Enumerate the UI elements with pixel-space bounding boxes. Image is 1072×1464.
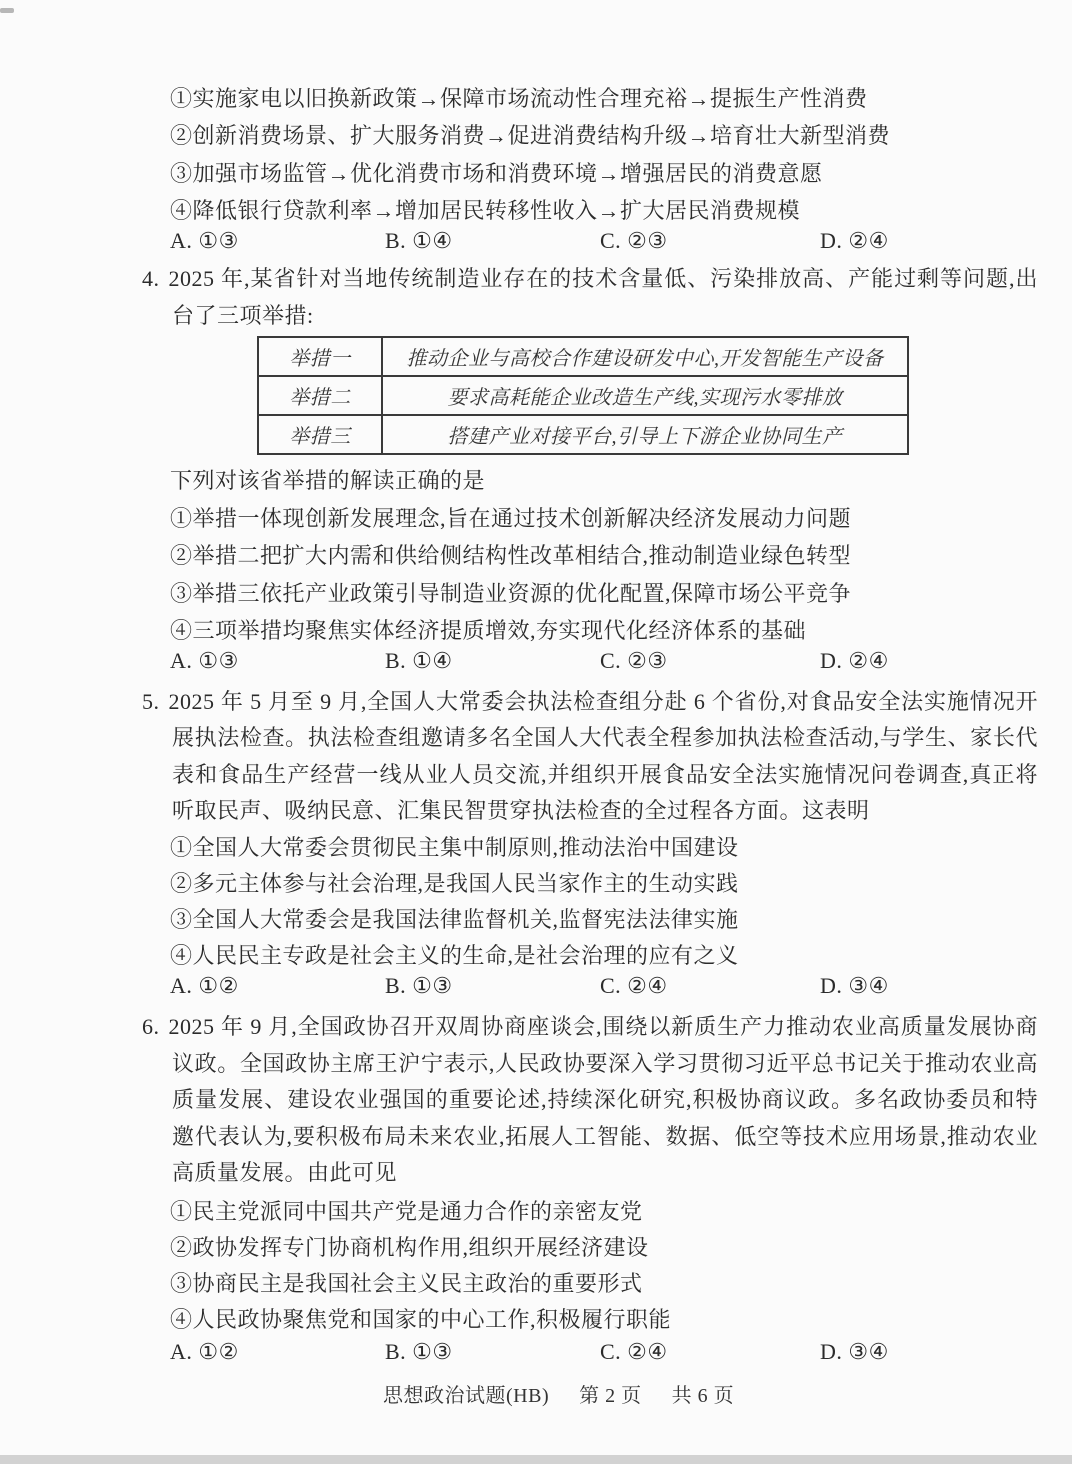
measure-3-label: 举措三	[258, 415, 382, 454]
q6-choice-a: A. ①②	[170, 1339, 239, 1364]
q6-choice-c: C. ②④	[600, 1339, 668, 1364]
q6-choice-d: D. ③④	[820, 1339, 889, 1364]
q3-choice-a: A. ①③	[170, 228, 239, 253]
measure-1-content: 推动企业与高校合作建设研发中心,开发智能生产设备	[382, 337, 908, 376]
q5-statements	[170, 830, 1055, 974]
q6-number: 6.	[142, 1014, 160, 1039]
q5-statement-2: ②多元主体参与社会治理,是我国人民当家作主的生动实践	[170, 871, 739, 897]
scan-artifact	[0, 8, 14, 13]
measure-2-content: 要求高耗能企业改造生产线,实现污水零排放	[382, 376, 908, 415]
q4-choice-d: D. ②④	[820, 648, 889, 673]
q3-statement-4: ④降低银行贷款利率→增加居民转移性收入→扩大居民消费规模	[170, 198, 801, 224]
q6-statements	[170, 1194, 1055, 1338]
q6-choices	[142, 1339, 1052, 1371]
q4-choice-b: B. ①④	[385, 648, 453, 673]
q6-statement-1: ①民主党派同中国共产党是通力合作的亲密友党	[170, 1199, 643, 1224]
q4-statement-2: ②举措二把扩大内需和供给侧结构性改革相结合,推动制造业绿色转型	[170, 543, 852, 569]
page-footer	[383, 1379, 734, 1408]
q3-statement-1: ①实施家电以旧换新政策→保障市场流动性合理充裕→提振生产性消费	[170, 86, 868, 111]
q5-choices	[142, 973, 1052, 1005]
q4-stem	[142, 261, 1038, 334]
q6-statement-3: ③协商民主是我国社会主义民主政治的重要形式	[170, 1271, 643, 1297]
q4-lead: 下列对该省举措的解读正确的是	[170, 468, 486, 493]
q3-choices	[142, 228, 1052, 260]
q4-choice-a: A. ①③	[170, 648, 239, 673]
measure-1-label: 举措一	[258, 337, 382, 376]
q5-stem	[142, 684, 1038, 829]
footer-exam-title: 思想政治试题(HB)	[383, 1385, 550, 1407]
scan-edge	[0, 1455, 1072, 1464]
table-row-1	[258, 337, 908, 376]
q5-choice-c: C. ②④	[600, 973, 668, 998]
q5-statement-4: ④人民民主专政是社会主义的生命,是社会治理的应有之义	[170, 943, 739, 969]
q5-choice-a: A. ①②	[170, 973, 239, 998]
measure-3-content: 搭建产业对接平台,引导上下游企业协同生产	[382, 415, 908, 454]
q5-choice-d: D. ③④	[820, 973, 889, 998]
q3-choice-b: B. ①④	[385, 228, 453, 253]
q5-statement-1: ①全国人大常委会贯彻民主集中制原则,推动法治中国建设	[170, 835, 739, 860]
q5-choice-b: B. ①③	[385, 973, 453, 998]
table-row-2	[258, 376, 908, 415]
footer-page-number: 第 2 页	[579, 1385, 642, 1407]
q4-statements	[170, 500, 1055, 650]
footer-page-total: 共 6 页	[671, 1385, 735, 1407]
q6-stem-text: 2025 年 9 月,全国政协召开双周协商座谈会,围绕以新质生产力推动农业高质量发展协商议政。全国政协主席王沪宁表示,人民政协要深入学习贯彻习近平总书记关于推动农业高质量发展、建设农业强国的重要论述,持续深化研究,积极协商议政。多名政协委员和特邀代表认为,要积极布局未来农业,拓展人工智能、数据、低空等技术应用场景,推动农业高质量发展。由此可见	[168, 1014, 1038, 1186]
q3-statements	[170, 80, 1055, 230]
measures-table	[257, 336, 909, 455]
q4-choices	[142, 648, 1052, 680]
q5-statement-3: ③全国人大常委会是我国法律监督机关,监督宪法法律实施	[170, 907, 739, 933]
q4-number: 4.	[142, 266, 160, 291]
q6-stem	[142, 1009, 1038, 1192]
q6-statement-2: ②政协发挥专门协商机构作用,组织开展经济建设	[170, 1235, 649, 1261]
q6-statement-4: ④人民政协聚焦党和国家的中心工作,积极履行职能	[170, 1307, 672, 1333]
q6-choice-b: B. ①③	[385, 1339, 453, 1364]
q4-statement-1: ①举措一体现创新发展理念,旨在通过技术创新解决经济发展动力问题	[170, 506, 852, 531]
q5-number: 5.	[142, 689, 160, 714]
q3-statement-2: ②创新消费场景、扩大服务消费→促进消费结构升级→培育壮大新型消费	[170, 123, 891, 149]
q4-statement-3: ③举措三依托产业政策引导制造业资源的优化配置,保障市场公平竞争	[170, 580, 852, 606]
q3-choice-d: D. ②④	[820, 228, 889, 253]
q4-choice-c: C. ②③	[600, 648, 668, 673]
q3-statement-3: ③加强市场监管→优化消费市场和消费环境→增强居民的消费意愿	[170, 160, 823, 186]
q4-stem-text: 2025 年,某省针对当地传统制造业存在的技术含量低、污染排放高、产能过剩等问题,出台了三项举措:	[168, 266, 1038, 328]
q3-choice-c: C. ②③	[600, 228, 668, 253]
q5-stem-text: 2025 年 5 月至 9 月,全国人大常委会执法检查组分赴 6 个省份,对食品安全法实施情况开展执法检查。执法检查组邀请多名全国人大代表全程参加执法检查活动,与学生、家长代表和食品生产经营一线从业人员交流,并组织开展食品安全法实施情况问卷调查,真正将听取民声、吸纳民意、汇集民智贯穿执法检查的全过程各方面。这表明	[168, 689, 1038, 823]
table-row-3	[258, 415, 908, 454]
q4-statement-4: ④三项举措均聚焦实体经济提质增效,夯实现代化经济体系的基础	[170, 618, 807, 644]
measure-2-label: 举措二	[258, 376, 382, 415]
